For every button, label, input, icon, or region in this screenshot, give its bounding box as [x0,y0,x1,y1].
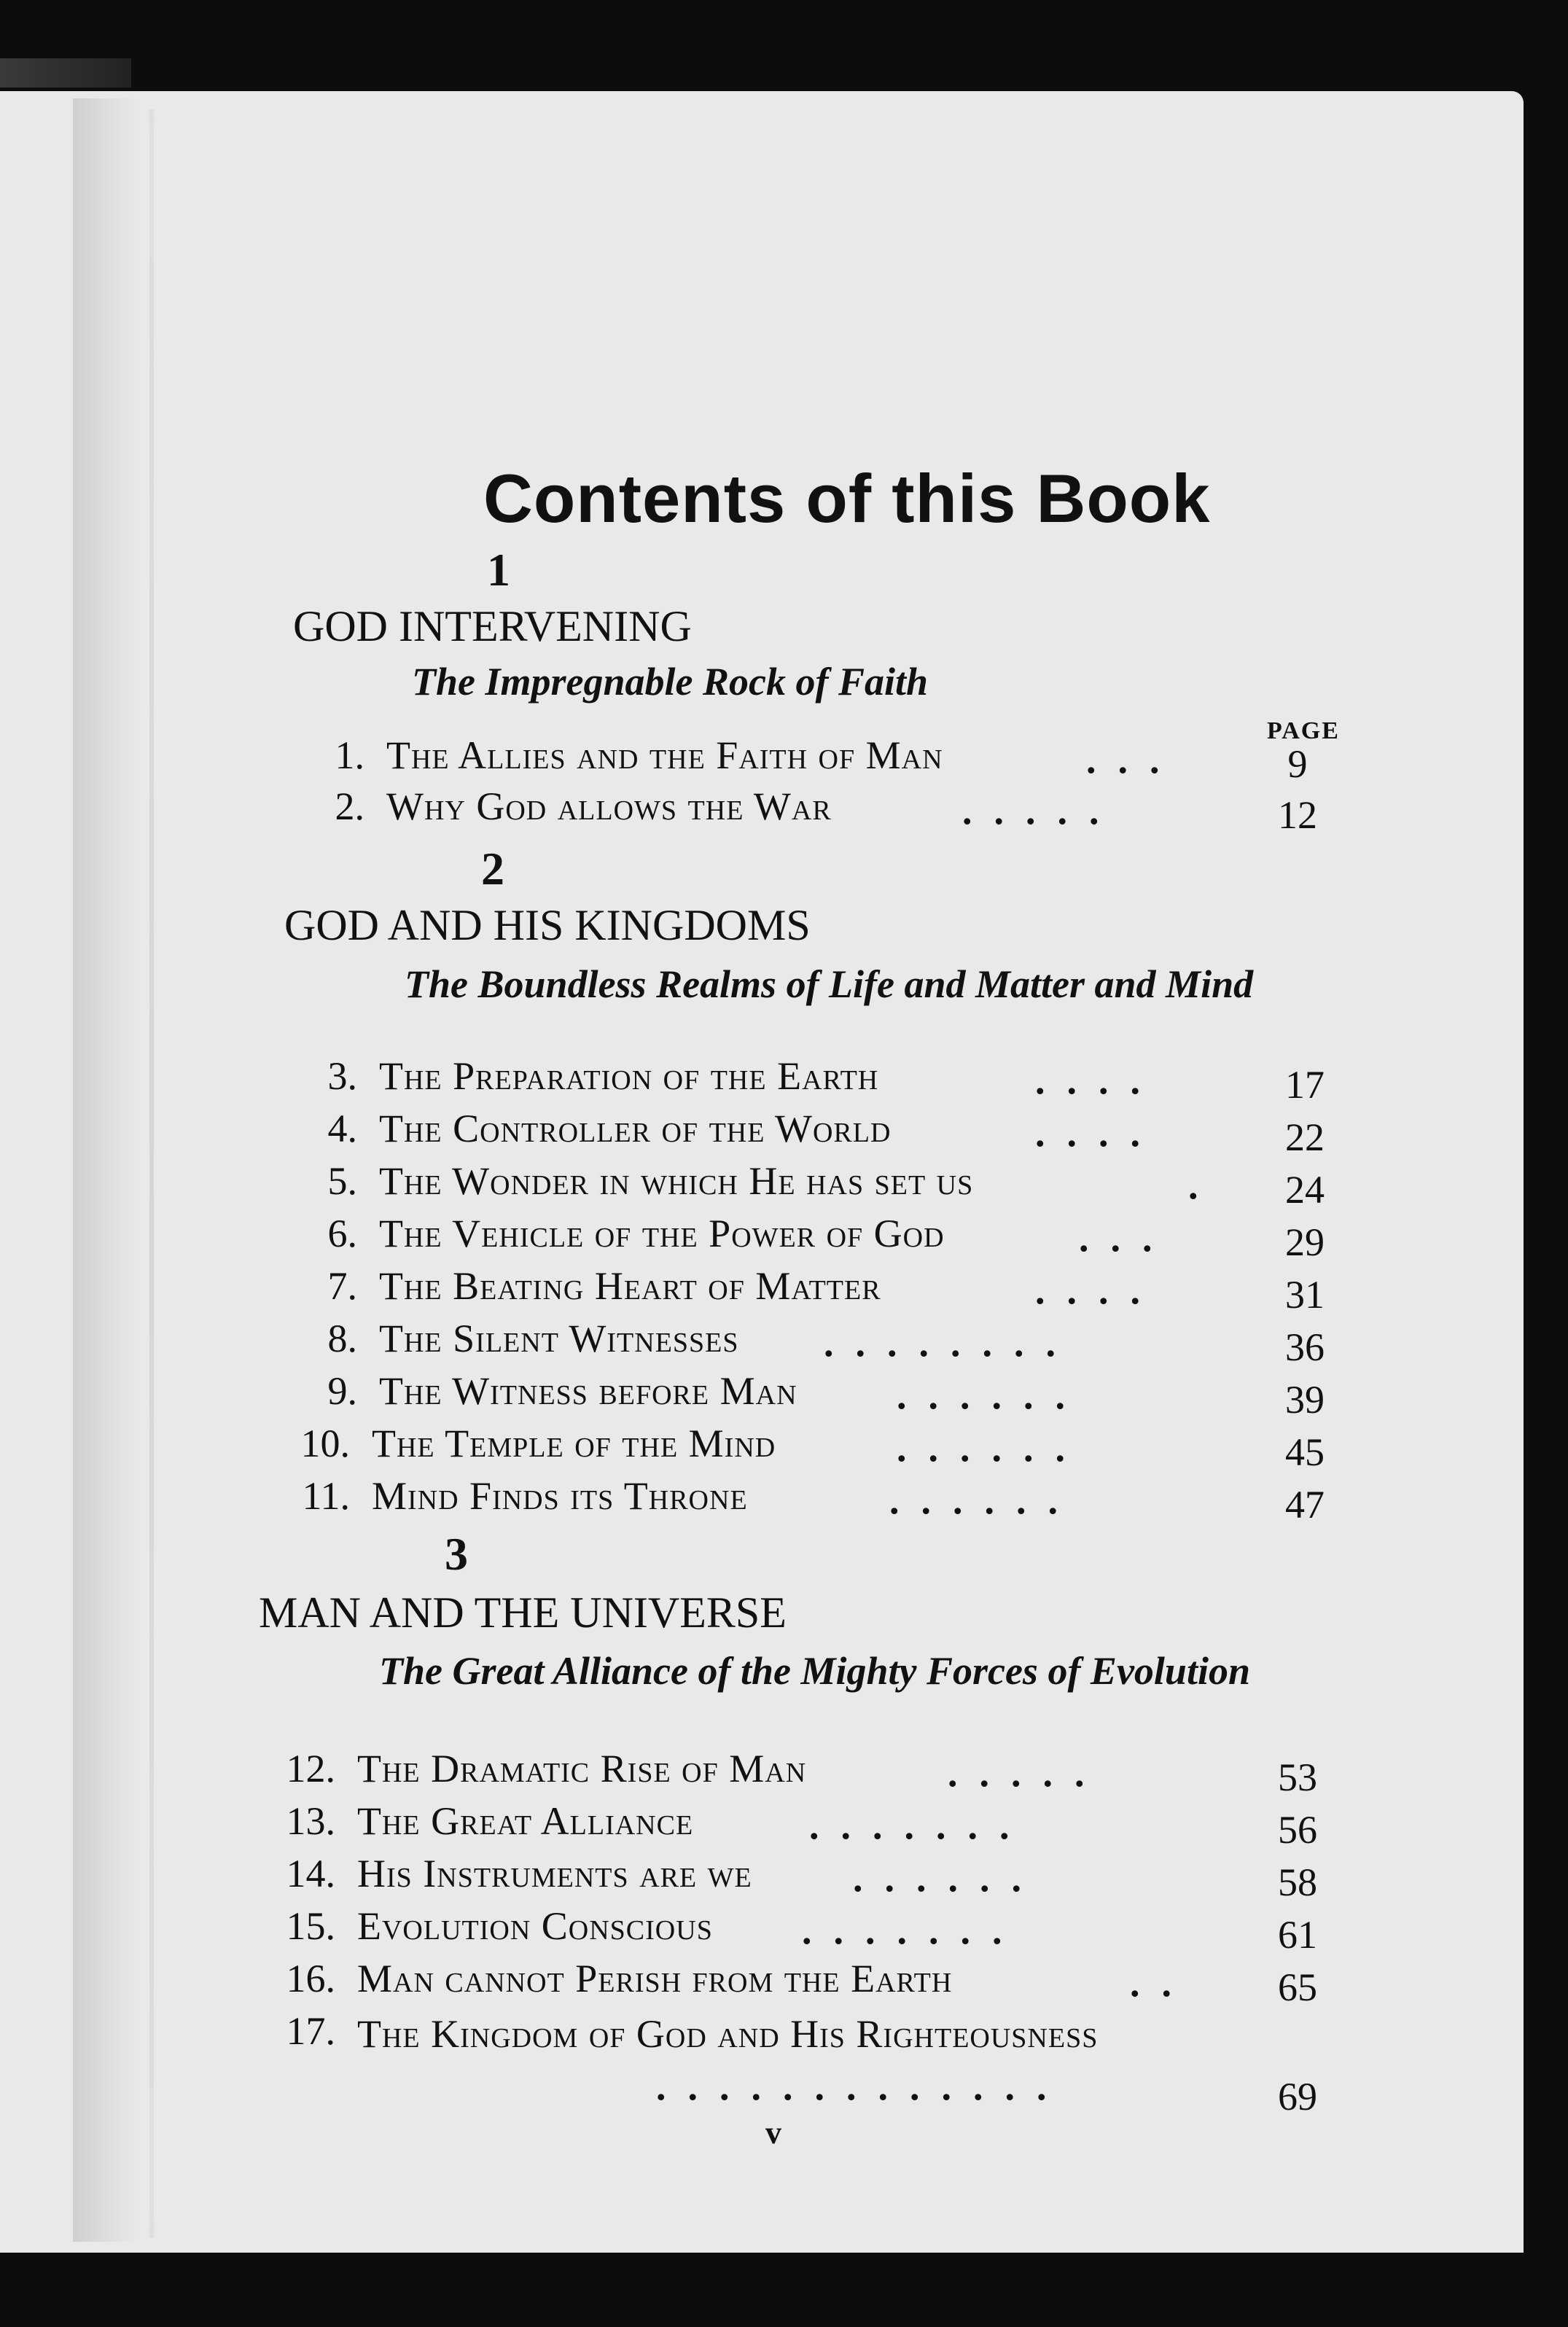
chapter-number: 3. [327,1054,357,1098]
page-column-header: PAGE [1267,717,1340,744]
chapter-page: 17 [1285,1063,1325,1107]
part-number: 3 [445,1528,468,1580]
toc-entry[interactable] [277,733,1356,785]
toc-entry[interactable] [277,784,1356,836]
toc-entry[interactable] [262,1421,1356,1473]
chapter-title: The Witness before Man [379,1369,797,1413]
chapter-title: Man cannot Perish from the Earth [357,1957,953,2000]
chapter-number: 16. [286,1957,335,2000]
chapter-number: 6. [327,1212,357,1255]
chapter-page: 12 [1278,793,1317,837]
toc-entry[interactable] [248,1956,1356,2008]
toc-entry[interactable] [270,1368,1356,1421]
chapter-page: 65 [1278,1965,1317,2009]
toc-entry[interactable] [248,2008,1356,2118]
dot-leader: .... [1035,1059,1162,1102]
chapter-title: The Preparation of the Earth [379,1054,879,1098]
toc-entry[interactable] [270,1106,1356,1158]
chapter-number: 10. [300,1422,350,1465]
chapter-title: The Great Alliance [357,1799,694,1843]
part-subtitle: The Great Alliance of the Mighty Forces of Evolution [379,1649,1250,1693]
chapter-title: The Vehicle of the Power of God [379,1212,945,1255]
toc-entry[interactable] [270,1316,1356,1368]
dot-leader: .... [1035,1111,1162,1155]
chapter-number: 9. [327,1369,357,1413]
chapter-page: 22 [1285,1115,1325,1159]
chapter-title: The Silent Witnesses [379,1317,739,1360]
chapter-title: The Controller of the World [379,1107,892,1150]
chapter-page: 56 [1278,1808,1317,1852]
chapter-number: 11. [302,1474,350,1518]
chapter-title: His Instruments are we [357,1852,752,1895]
chapter-page: 45 [1285,1430,1325,1474]
dot-leader: ....... [809,1804,1031,1847]
gutter [149,109,154,2238]
page-folio: v [765,2115,781,2151]
toc-entry[interactable] [248,1903,1356,1956]
dot-leader: ...... [897,1373,1087,1417]
chapter-page: 53 [1278,1755,1317,1799]
chapter-title: The Beating Heart of Matter [379,1264,881,1308]
chapter-title: The Wonder in which He has set us [379,1159,974,1203]
dot-leader: ........ [824,1321,1077,1365]
dot-leader: ...... [889,1478,1080,1522]
toc-entry[interactable] [248,1746,1356,1798]
dot-leader: ... [1079,1216,1174,1260]
part-title: GOD INTERVENING [293,602,692,650]
chapter-page: 9 [1287,742,1308,786]
part-subtitle: The Boundless Realms of Life and Matter and Mind [405,962,1254,1006]
chapter-number: 5. [327,1159,357,1203]
chapter-number: 4. [327,1107,357,1150]
toc-entry[interactable] [248,1851,1356,1903]
toc-entry[interactable] [270,1211,1356,1263]
chapter-page: 47 [1285,1483,1325,1527]
chapter-number: 13. [286,1799,335,1843]
page-edge [73,98,139,2242]
chapter-title: Mind Finds its Throne [372,1474,748,1518]
part-number: 1 [487,544,510,596]
dot-leader: . [1188,1164,1220,1207]
chapter-title: The Kingdom of God and His Righteousness [357,2012,1099,2056]
chapter-number: 15. [286,1904,335,1948]
chapter-title: Evolution Conscious [357,1904,713,1948]
chapter-page: 29 [1285,1220,1325,1264]
dot-leader: ... [1086,738,1182,781]
chapter-page: 36 [1285,1325,1325,1369]
toc-entry[interactable] [270,1053,1356,1106]
part-number: 2 [481,843,504,894]
part-title: MAN AND THE UNIVERSE [259,1589,787,1637]
toc-entry[interactable] [270,1158,1356,1211]
toc-entry[interactable] [270,1263,1356,1316]
chapter-page: 31 [1285,1273,1325,1317]
book-spine [0,58,131,87]
dot-leader: .... [1035,1268,1162,1312]
toc-entry[interactable] [262,1473,1356,1526]
part-title: GOD AND HIS KINGDOMS [284,901,811,949]
part-subtitle: The Impregnable Rock of Faith [412,660,929,703]
chapter-number: 14. [286,1852,335,1895]
dot-leader: ..... [962,789,1121,833]
chapter-page: 39 [1285,1378,1325,1422]
chapter-page: 24 [1285,1168,1325,1212]
dot-leader: .. [1130,1961,1193,2005]
chapter-number: 2. [335,784,364,828]
chapter-page: 69 [1278,2075,1317,2119]
chapter-number: 8. [327,1317,357,1360]
toc-entry[interactable] [248,1798,1356,1851]
chapter-title: The Dramatic Rise of Man [357,1747,807,1790]
chapter-number: 1. [335,733,364,777]
chapter-page: 61 [1278,1913,1317,1957]
dot-leader: ....... [802,1909,1024,1952]
chapter-number: 17. [286,2009,335,2053]
chapter-title: Why God allows the War [386,784,832,828]
dot-leader: ...... [853,1856,1043,1900]
chapter-page: 58 [1278,1860,1317,1904]
chapter-number: 12. [286,1747,335,1790]
chapter-title: The Temple of the Mind [372,1422,776,1465]
chapter-title: The Allies and the Faith of Man [386,733,943,777]
dot-leader: ..... [948,1751,1107,1795]
page-title: Contents of this Book [483,460,1211,537]
chapter-number: 7. [327,1264,357,1308]
dot-leader: ...... [897,1426,1087,1470]
dot-leader: ............. [656,2065,1069,2108]
